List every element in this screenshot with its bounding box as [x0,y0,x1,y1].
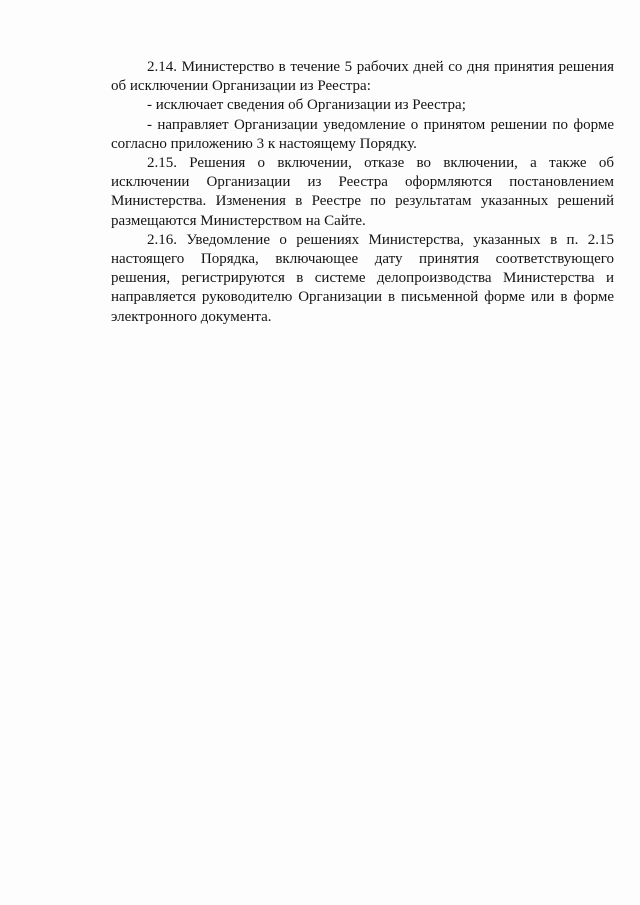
paragraph-line: 2.14. Министерство в течение 5 рабочих дней со дня принятия решения [147,59,614,75]
paragraph-line: направляется руководителю Организации в письменной форме или в форме [111,289,614,306]
paragraph-line: исключении Организации из Реестра оформляются постановлением [111,174,614,191]
list-item-exclude [111,96,614,115]
document-body [111,58,614,327]
paragraph-line: согласно приложению 3 к настоящему Порядку. [111,135,417,152]
paragraph-line: решения, регистрируются в системе делопроизводства Министерства и [111,270,614,287]
paragraph-line: - направляет Организации уведомление о принятом решении по форме [147,116,614,133]
list-item-notify [111,116,614,154]
paragraph-2-15 [111,154,614,231]
paragraph-2-14 [111,58,614,96]
paragraph-line: настоящего Порядка, включающее дату принятия соответствующего [111,251,614,268]
paragraph-line: об исключении Организации из Реестра: [111,78,371,95]
paragraph-line: 2.16. Уведомление о решениях Министерства, указанных в п. 2.15 [147,231,614,248]
paragraph-line: электронного документа. [111,308,272,325]
paragraph-line: - исключает сведения об Организации из Реестра; [147,97,466,114]
paragraph-line: размещаются Министерством на Сайте. [111,212,366,229]
paragraph-line: 2.15. Решения о включении, отказе во включении, а также об [147,155,614,172]
paragraph-2-16 [111,231,614,327]
paragraph-line: Министерства. Изменения в Реестре по результатам указанных решений [111,193,614,210]
